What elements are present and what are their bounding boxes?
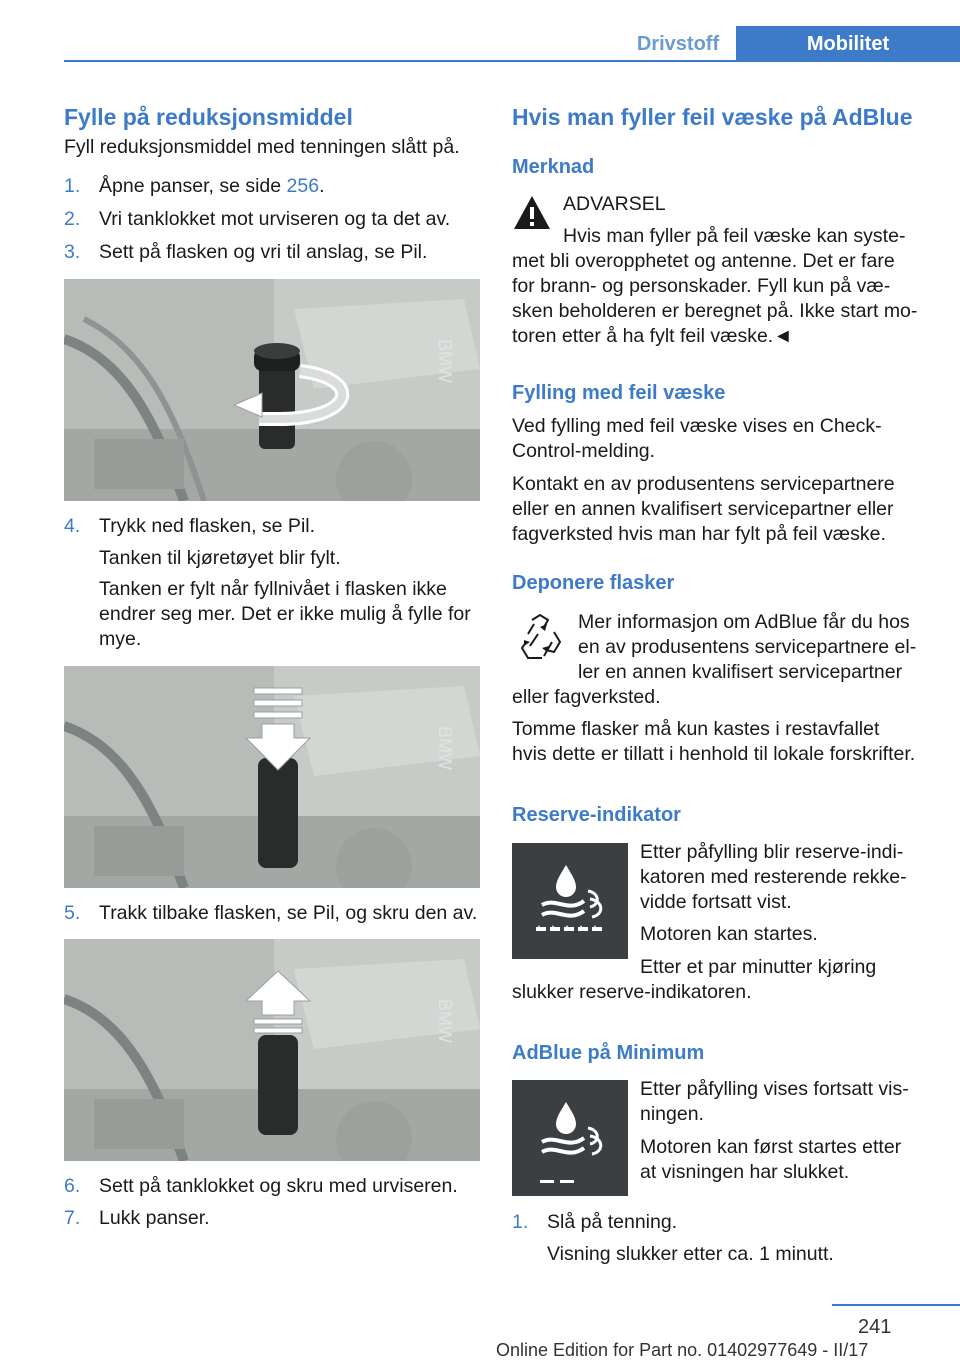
dispose-line: ler en annen kvalifisert servicepartner — [578, 661, 903, 683]
step-text: Slå på tenning. — [547, 1211, 678, 1233]
paragraph-line: Ved fylling med feil væske vises en Check- — [512, 415, 882, 437]
step-text — [99, 174, 325, 199]
paragraph-line: Control-melding. — [512, 440, 656, 462]
minimum-heading: AdBlue på Minimum — [512, 1042, 705, 1064]
engine-illustration — [64, 939, 480, 1161]
step-number: 5. — [64, 902, 81, 924]
left-intro: Fyll reduksjonsmiddel med tenningen slått på. — [64, 136, 460, 158]
step-text-part: . — [319, 175, 325, 197]
warning-icon — [512, 194, 552, 232]
header-chapter-tab[interactable]: Mobilitet — [736, 26, 960, 62]
warning-label: ADVARSEL — [563, 193, 666, 215]
header-section-tab[interactable]: Drivstoff — [636, 33, 720, 55]
step-number: 1. — [512, 1211, 529, 1233]
page-number: 241 — [858, 1316, 892, 1338]
adblue-drop-icon — [512, 843, 628, 959]
minimum-line: ningen. — [640, 1103, 704, 1125]
paragraph-line: hvis dette er tillatt i henhold til lokale forskrifter. — [512, 743, 916, 765]
step-text-part: Åpne panser, se side — [99, 175, 287, 197]
step-subtext: Visning slukker etter ca. 1 minutt. — [547, 1243, 834, 1265]
step-number: 6. — [64, 1175, 81, 1197]
paragraph-line: Kontakt en av produsentens servicepartnere — [512, 473, 895, 495]
reserve-line: slukker reserve-indikatoren. — [512, 981, 752, 1003]
paragraph-line: eller en annen kvalifisert servicepartner eller — [512, 498, 894, 520]
step-subtext: mye. — [99, 628, 142, 650]
header-rule — [64, 60, 960, 62]
reserve-line: Etter påfylling blir reserve-indi- — [640, 841, 904, 863]
step-text: Lukk panser. — [99, 1207, 210, 1229]
paragraph-line: fagverksted hvis man har fylt på feil væske. — [512, 523, 886, 545]
minimum-line: Etter påfylling vises fortsatt vis- — [640, 1078, 909, 1100]
warning-text-line: for brann- og personskader. Fyll kun på væ- — [512, 275, 891, 297]
engine-illustration — [64, 279, 480, 501]
reserve-line: Motoren kan startes. — [640, 923, 818, 945]
warning-text-line: met bli overopphetet og antenne. Det er fare — [512, 250, 895, 272]
step-subtext: Tanken til kjøretøyet blir fylt. — [99, 547, 341, 569]
page-link[interactable]: 256 — [286, 175, 320, 197]
minimum-line: Motoren kan først startes etter — [640, 1136, 902, 1158]
engine-photo-push — [64, 666, 480, 888]
dispose-heading: Deponere flasker — [512, 572, 675, 594]
warning-text-line: Hvis man fyller på feil væske kan syste- — [563, 225, 906, 247]
dispose-line: en av produsentens servicepartnere el- — [578, 636, 917, 658]
warning-text-line: sken beholderen er beregnet på. Ikke start mo- — [512, 300, 918, 322]
dispose-line: eller fagverksted. — [512, 686, 661, 708]
step-text: Trakk tilbake flasken, se Pil, og skru den av. — [99, 902, 478, 924]
note-heading: Merknad — [512, 156, 595, 178]
minimum-line: at visningen har slukket. — [640, 1161, 850, 1183]
dispose-line: Mer informasjon om AdBlue får du hos — [578, 611, 910, 633]
engine-illustration — [64, 666, 480, 888]
reserve-line: Etter et par minutter kjøring — [640, 956, 877, 978]
step-text: Vri tanklokket mot urviseren og ta det av. — [99, 208, 451, 230]
engine-photo-rotate — [64, 279, 480, 501]
step-subtext: endrer seg mer. Det er ikke mulig å fylle for — [99, 603, 471, 625]
step-text: Sett på flasken og vri til anslag, se Pil. — [99, 241, 428, 263]
reserve-line: katoren med resterende rekke- — [640, 866, 907, 888]
paragraph-line: Tomme flasker må kun kastes i restavfallet — [512, 718, 880, 740]
step-subtext: Tanken er fylt når fyllnivået i flasken ikke — [99, 578, 447, 600]
step-number: 7. — [64, 1207, 81, 1229]
right-section-title: Hvis man fyller feil væske på AdBlue — [512, 104, 913, 130]
step-text: Sett på tanklokket og skru med urviseren. — [99, 1175, 458, 1197]
left-section-title: Fylle på reduksjonsmiddel — [64, 104, 353, 130]
step-text: Trykk ned flasken, se Pil. — [99, 515, 316, 537]
minimum-indicator-icon — [512, 1080, 628, 1196]
adblue-drop-icon — [512, 1080, 628, 1196]
step-number: 3. — [64, 241, 81, 263]
reserve-line: vidde fortsatt vist. — [640, 891, 792, 913]
step-number: 2. — [64, 208, 81, 230]
brand-emboss: BMW — [435, 726, 455, 770]
wrong-fluid-heading: Fylling med feil væske — [512, 382, 726, 404]
engine-photo-pull — [64, 939, 480, 1161]
reserve-indicator-icon — [512, 843, 628, 959]
reserve-heading: Reserve-indikator — [512, 804, 681, 826]
recycle-icon — [514, 612, 566, 664]
step-number: 4. — [64, 515, 81, 537]
edition-footer: Online Edition for Part no. 01402977649 - II/17 — [496, 1340, 869, 1360]
brand-emboss: BMW — [435, 339, 455, 383]
brand-emboss: BMW — [435, 999, 455, 1043]
step-number: 1. — [64, 175, 81, 197]
footer-rule — [832, 1304, 960, 1306]
warning-text-line: toren etter å ha fylt feil væske.◄ — [512, 325, 793, 347]
